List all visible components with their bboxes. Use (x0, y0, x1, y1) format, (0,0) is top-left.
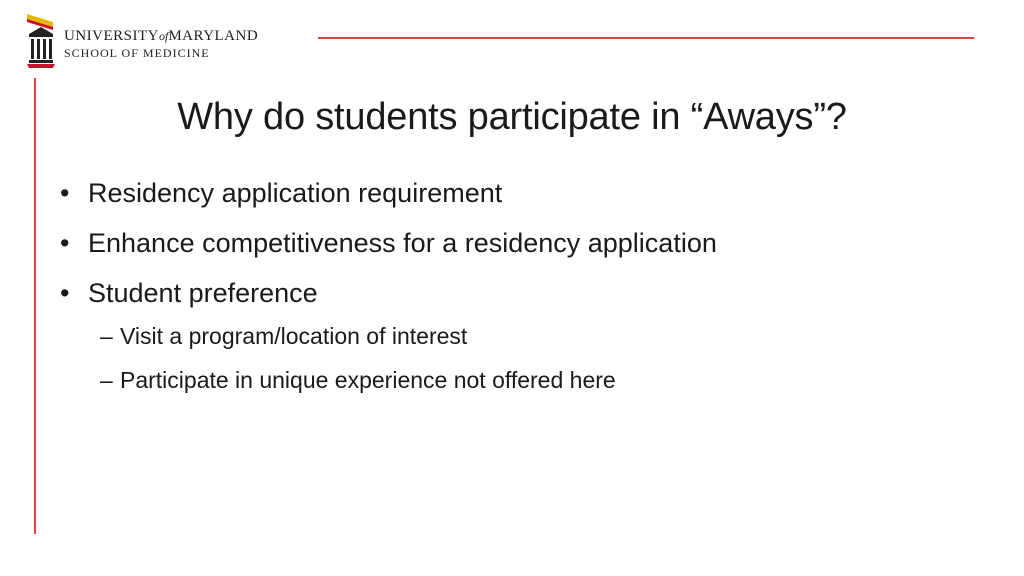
sub-bullet-dash: – (100, 323, 113, 349)
bullet-list (58, 176, 978, 410)
bullet-dot: • (60, 178, 70, 208)
sub-bullet-item (58, 322, 978, 350)
sub-bullet-text: Participate in unique experience not offered here (120, 367, 616, 393)
sub-bullet-text: Visit a program/location of interest (120, 323, 468, 349)
left-accent-line (34, 78, 36, 534)
bullet-text: Enhance competitiveness for a residency application (88, 228, 717, 258)
bullet-text: Student preference (88, 278, 318, 308)
sub-bullet-dash: – (100, 367, 113, 393)
slide-title: Why do students participate in “Aways”? (177, 96, 847, 138)
header-divider (318, 37, 974, 39)
logo-university-word: UNIVERSITY (64, 28, 159, 44)
bullet-dot: • (60, 278, 70, 308)
bullet-item (58, 226, 978, 260)
sub-bullet-list (58, 322, 978, 394)
sub-bullet-item (58, 366, 978, 394)
university-name (64, 28, 258, 45)
logo-maryland-word: MARYLAND (168, 28, 259, 44)
university-logo (26, 12, 306, 70)
bullet-item (58, 176, 978, 210)
bullet-dot: • (60, 228, 70, 258)
logo-of-word: of (159, 29, 169, 43)
dome-logo-icon (26, 12, 56, 68)
bullet-item (58, 276, 978, 310)
bullet-text: Residency application requirement (88, 178, 503, 208)
school-name: SCHOOL OF MEDICINE (64, 46, 210, 60)
